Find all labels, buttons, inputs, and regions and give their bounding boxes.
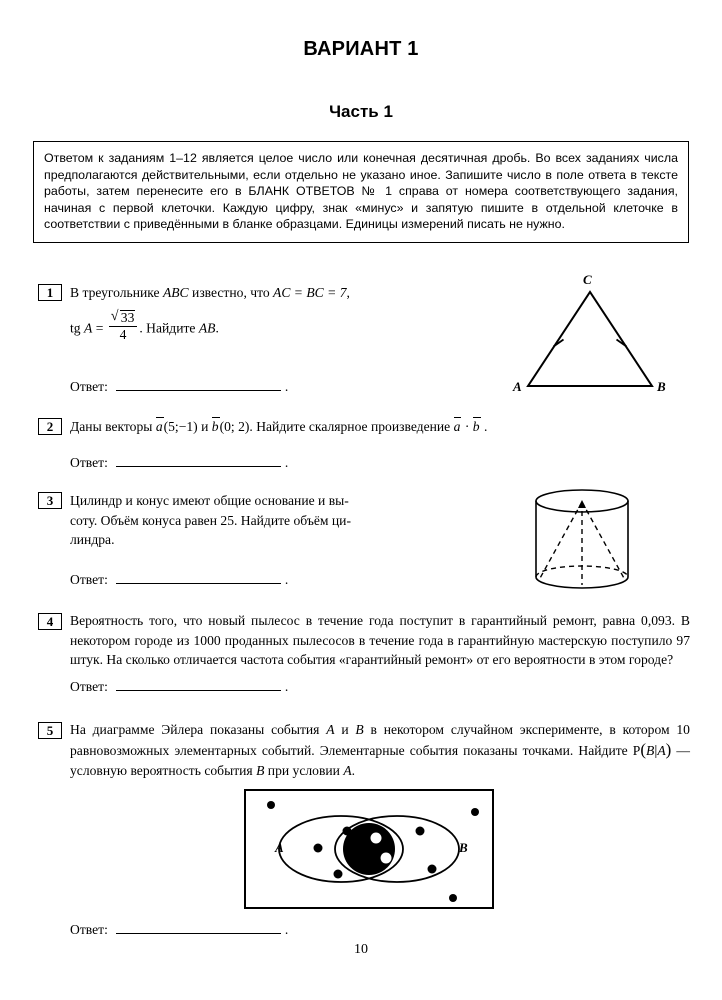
task-3-line-2: соту. Объём конуса равен 25. Найдите объём ци- [70,512,351,528]
answer-period-3: . [284,572,289,587]
task-2-vector-b: b [211,419,219,434]
task-2-vector-a-coords: (5;−1) [163,419,198,434]
task-5-part-4: — условную вероятность события [70,742,690,778]
answer-field-task-2[interactable] [70,455,288,471]
task-3-line-1: Цилиндр и конус имеют общие основание и вы- [70,493,349,508]
task-2-vector-b-coords: (0; 2) [219,419,250,434]
answer-label-1: Ответ: [70,379,108,394]
task-1-triangle-name: ABC [162,285,189,300]
task-1-line1-prefix: В треугольнике [70,285,163,300]
task-5-conditional-probability [632,739,672,759]
task-1-tg: tg [70,320,84,336]
triangle-vertex-a-label: A [513,379,522,394]
task-4-number: 4 [38,613,62,630]
task-5-prob-close-paren: ) [665,739,672,759]
task-5-prob-bar: | [654,742,658,759]
task-1-number: 1 [38,284,62,301]
task-5-prob-p: P [632,742,641,758]
task-5-prob-open-paren: ( [640,739,647,759]
task-2-end: . [480,419,488,434]
task-2-dot-a: a [453,419,461,434]
answer-period-4: . [284,679,289,694]
triangle-svg [500,268,680,408]
task-2-prefix: Даны векторы [70,419,156,434]
task-5-event-a: A [326,722,335,737]
euler-set-b-label: B [459,840,468,855]
task-5-event-b-2: B [256,763,265,778]
triangle-vertex-c-label: C [583,272,592,287]
page-number: 10 [354,942,368,957]
task-1-segment: AB [198,320,216,336]
task-3-line-3: линдра. [70,532,115,547]
answer-label-5: Ответ: [70,922,108,937]
answer-field-task-3[interactable] [70,572,288,588]
task-2-and: и [197,419,212,434]
answer-blank-4[interactable] [116,679,281,691]
figure-euler-diagram [243,788,495,910]
task-1-line2-end: . [215,320,219,336]
task-3-number: 3 [38,492,62,509]
task-5-prob-a: A [657,742,666,758]
task-1-radicand: 33 [120,309,135,325]
task-1-line1-mid: известно, что [188,285,274,300]
euler-set-a-label: A [275,840,284,855]
task-5-part-3: в некотором случайном эксперименте, в котором 10 равновозможных элементарных событий. Элементарные события показаны точками. Найдите [70,722,690,758]
answer-label-4: Ответ: [70,679,108,694]
answer-blank-1[interactable] [116,379,281,391]
answer-blank-3[interactable] [116,572,281,584]
task-5-part-6: . [351,763,356,778]
cylinder-cone-svg [508,484,668,594]
answer-blank-5[interactable] [116,922,281,934]
part-title: Часть 1 [329,102,393,121]
task-1-fraction [109,310,138,343]
task-5-text [70,720,690,781]
answer-period-5: . [284,922,289,937]
task-5-part-1: На диаграмме Эйлера показаны события [70,722,327,737]
task-5-event-b: B [355,722,364,737]
figure-cylinder-cone [508,484,668,594]
task-5-prob-b: B [646,742,655,758]
answer-blank-2[interactable] [116,455,281,467]
task-1-text [70,283,470,343]
task-5-event-a-2: A [343,763,352,778]
task-2-text [70,417,680,437]
answer-field-task-4[interactable] [70,679,288,695]
page-title: ВАРИАНТ 1 [303,38,419,60]
task-5-part-5: при условии [264,763,344,778]
answer-field-task-1[interactable] [70,379,288,395]
figure-isosceles-triangle [500,268,680,408]
task-2-vector-a: a [155,419,163,434]
answer-period-1: . [284,379,289,394]
triangle-vertex-b-label: B [657,379,666,394]
task-2-dot-symbol: · [461,419,473,434]
task-1-equals: = [92,320,107,336]
answer-field-task-5[interactable] [70,922,288,938]
task-5-number: 5 [38,722,62,739]
instruction-box [33,141,689,243]
task-5-part-2: и [334,722,356,737]
task-1-given: AC = BC = 7 [273,285,347,300]
task-1-denominator: 4 [119,327,127,343]
task-3-text [70,491,460,550]
task-2-number: 2 [38,418,62,435]
task-1-line2-tail: . Найдите [139,320,199,336]
task-2-dot-b: b [472,419,480,434]
task-1-line1-comma: , [346,285,350,300]
answer-period-2: . [284,455,289,470]
instruction-text: Ответом к заданиям 1–12 является целое число или конечная десятичная дробь. Во всех заданиях числа предполагаются действительными, если отдельно не указано иное. Запишите число в поле ответа в тексте работы, затем перенесите его в БЛАНК ОТВЕТОВ № 1 справа от номера соответствующего задания, начиная с первой клеточки. Каждую цифру, знак «минус» и запятую пишите в отдельной клеточке в соответствии с приведёнными в бланке образцами. Единицы измерений писать не нужно. [44,151,678,232]
answer-label-3: Ответ: [70,572,108,587]
task-1-angle-var: A [83,320,93,336]
task-2-mid: . Найдите скалярное произведение [249,419,454,434]
answer-label-2: Ответ: [70,455,108,470]
task-4-text: Вероятность того, что новый пылесос в течение года поступит в гарантийный ремонт, равна 0,093. В некотором городе из 1000 проданных пылесосов в течение года в гарантийную мастерскую поступило 97 штук. На сколько отличается частота события «гарантийный ремонт» от его вероятности в этом городе? [70,613,690,667]
